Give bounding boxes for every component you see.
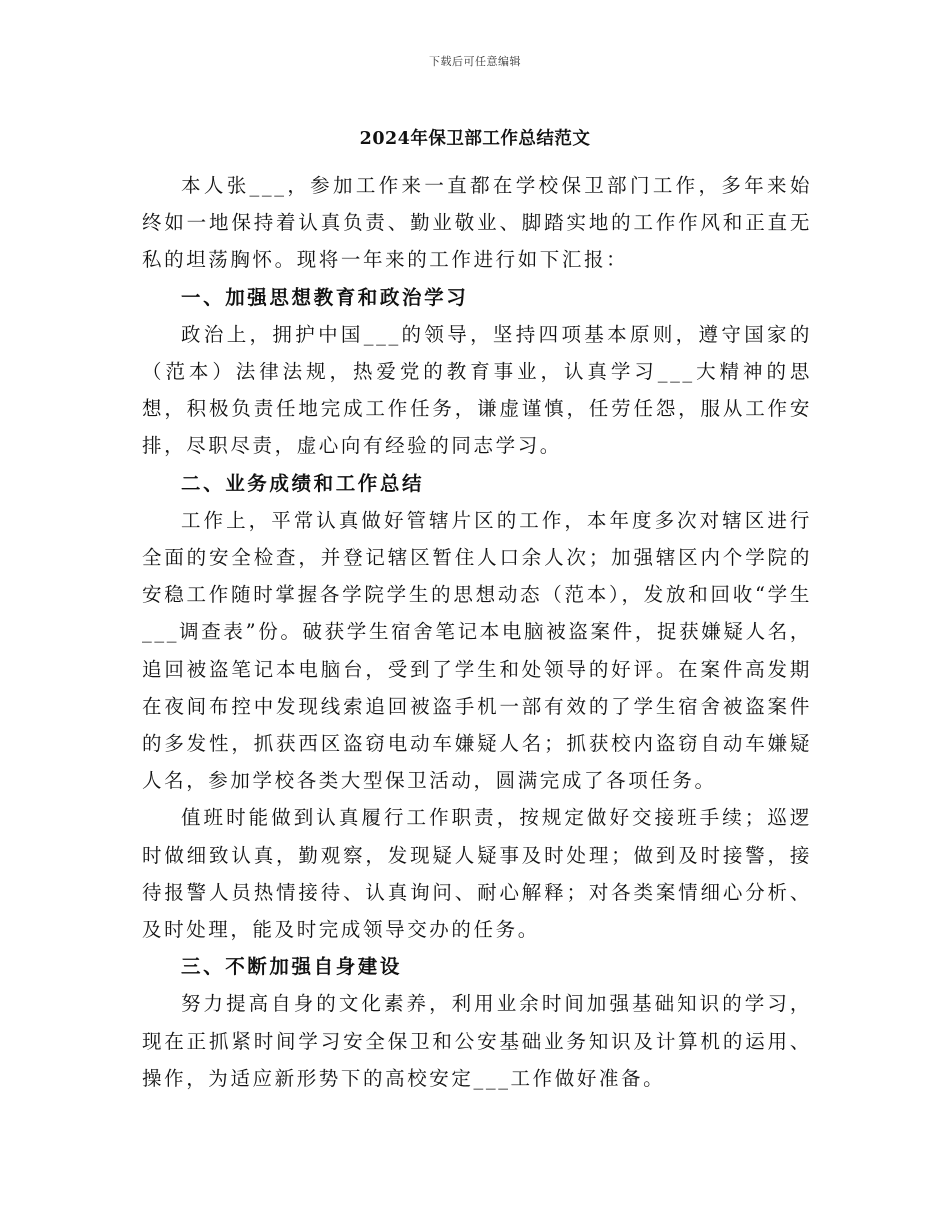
intro-paragraph: 本人张___，参加工作来一直都在学校保卫部门工作，多年来始终如一地保持着认真负责、勤业敬业、脚踏实地的工作作风和正直无私的坦荡胸怀。现将一年来的工作进行如下汇报： — [142, 174, 812, 272]
header-note: 下载后可任意编辑 — [429, 55, 521, 68]
section-1-paragraph: 政治上，拥护中国___的领导，坚持四项基本原则，遵守国家的（范本）法律法规，热爱党的教育事业，认真学习___大精神的思想，积极负责任地完成工作任务，谦虚谨慎，任劳任怨，服从工作安排，尽职尽责，虚心向有经验的同志学习。 — [142, 322, 812, 458]
section-2-paragraph-1: 工作上，平常认真做好管辖片区的工作，本年度多次对辖区进行全面的安全检查，并登记辖区暂住人口余人次；加强辖区内个学院的安稳工作随时掌握各学院学生的思想动态（范本），发放和回收“学生___调查表”份。破获学生宿舍笔记本电脑被盗案件，捉获嫌疑人名，追回被盗笔记本电脑台，受到了学生和处领导的好评。在案件高发期在夜间布控中发现线索追回被盗手机一部有效的了学生宿舍被盗案件的多发性，抓获西区盗窃电动车嫌疑人名；抓获校内盗窃自动车嫌疑人名，参加学校各类大型保卫活动，圆满完成了各项任务。 — [142, 508, 812, 793]
section-2-paragraph-2: 值班时能做到认真履行工作职责，按规定做好交接班手续；巡逻时做细致认真，勤观察，发现疑人疑事及时处理；做到及时接警，接待报警人员热情接待、认真询问、耐心解释；对各类案情细心分析、及时处理，能及时完成领导交办的任务。 — [142, 806, 812, 942]
section-2-heading: 二、业务成绩和工作总结 — [181, 471, 425, 495]
document-body — [142, 167, 812, 1097]
section-1-heading: 一、加强思想教育和政治学习 — [181, 285, 469, 309]
document-title: 2024年保卫部工作总结范文 — [359, 129, 591, 149]
section-3-heading: 三、不断加强自身建设 — [181, 955, 403, 979]
section-3-paragraph: 努力提高自身的文化素养，利用业余时间加强基础知识的学习，现在正抓紧时间学习安全保卫和公安基础业务知识及计算机的运用、操作，为适应新形势下的高校安定___工作做好准备。 — [142, 992, 812, 1090]
